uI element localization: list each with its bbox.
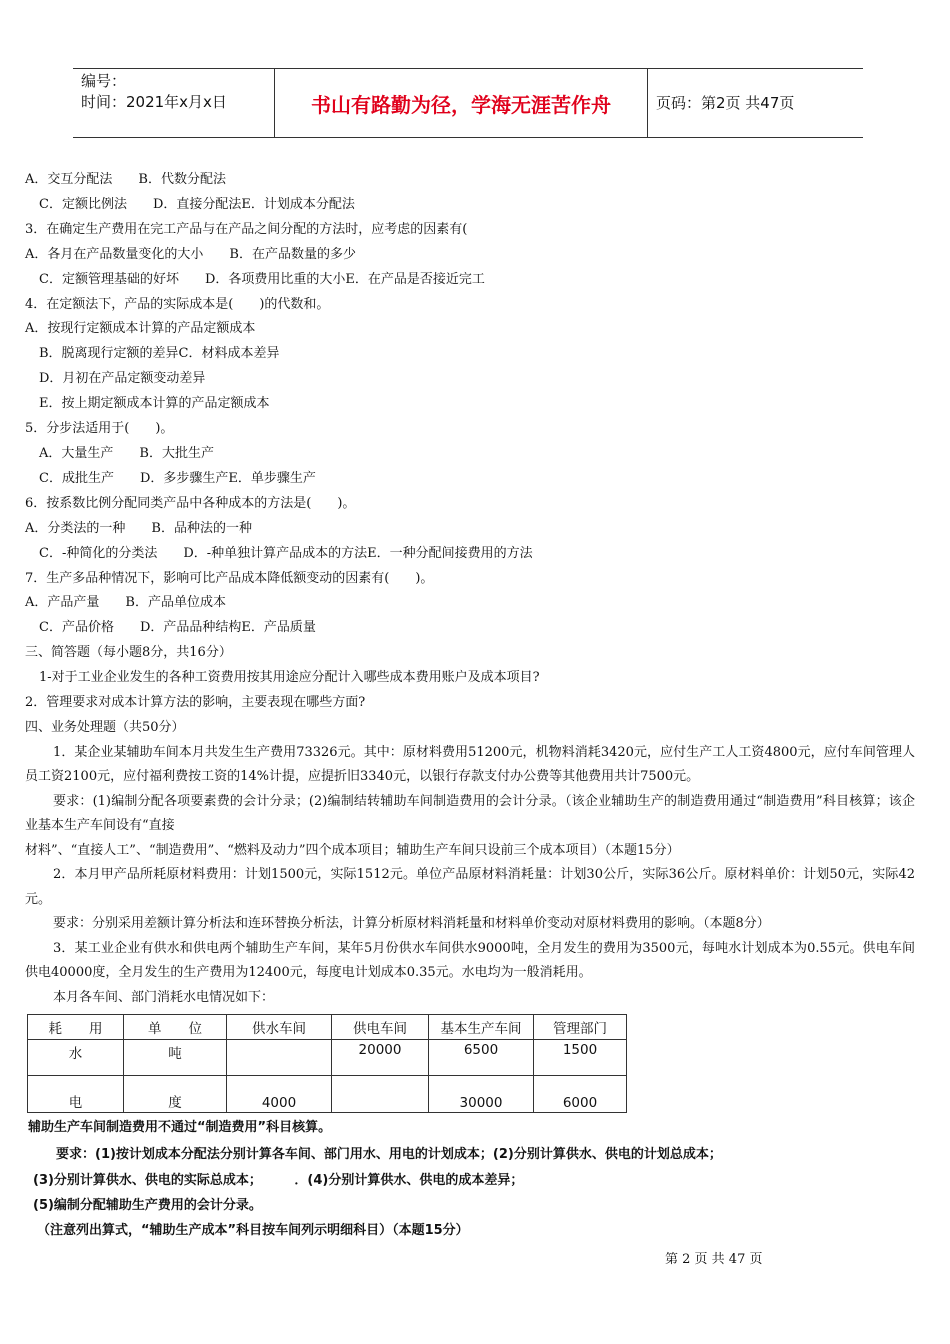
table-cell xyxy=(332,1076,429,1113)
paragraph: 要求：(1)编制分配各项要素费的会计分录；(2)编制结转辅助车间制造费用的会计分录。（该企业辅助生产的制造费用通过“制造费用”科目核算；该企业基本生产车间设有“直接 xyxy=(25,793,915,834)
section-heading: 四、业务处理题（共50分） xyxy=(25,719,185,735)
header-divider xyxy=(647,69,648,137)
paragraph: 本月各车间、部门消耗水电情况如下： xyxy=(53,989,275,1005)
text-line: A．各月在产品数量变化的大小 B．在产品数量的多少 xyxy=(25,246,356,262)
text-line: B．脱离现行定额的差异C．材料成本差异 xyxy=(39,346,280,362)
column-header: 基本生产车间 xyxy=(429,1015,534,1040)
page-footer: 第 2 页 共 47 页 xyxy=(665,1252,763,1267)
text-line: C．定额比例法 D．直接分配法E．计划成本分配法 xyxy=(39,196,355,212)
text-line: 4．在定额法下，产品的实际成本是( )的代数和。 xyxy=(25,296,330,312)
text-line: A．大量生产 B．大批生产 xyxy=(39,445,214,461)
text-line: C．成批生产 D．多步骤生产E．单步骤生产 xyxy=(39,470,316,486)
table-cell: 20000 xyxy=(332,1040,429,1076)
table-cell: 水 xyxy=(28,1040,124,1076)
text-line: A．交互分配法 B．代数分配法 xyxy=(25,172,226,187)
text-line: 1-对于工业企业发生的各种工资费用按其用途应分配计入哪些成本费用账户及成本项目? xyxy=(39,670,540,686)
table-cell: 度 xyxy=(124,1076,227,1113)
time-label: 时间：2021年x月x日 xyxy=(81,93,227,111)
column-header: 管理部门 xyxy=(534,1015,627,1040)
header-motto: 书山有路勤为径，学海无涯苦作舟 xyxy=(311,92,611,117)
page-indicator: 页码：第2页 共47页 xyxy=(656,94,795,112)
column-header: 单 位 xyxy=(124,1015,227,1040)
text-line: A．按现行定额成本计算的产品定额成本 xyxy=(25,321,256,337)
bold-requirement: (3)分别计算供水、供电的实际总成本； ．(4)分别计算供水、供电的成本差异； xyxy=(33,1173,524,1188)
text-line: 5．分步法适用于( )。 xyxy=(25,421,174,437)
table-cell: 电 xyxy=(28,1076,124,1113)
table-cell: 4000 xyxy=(227,1076,332,1113)
text-line: E．按上期定额成本计算的产品定额成本 xyxy=(39,396,270,412)
bold-requirement: (5)编制分配辅助生产费用的会计分录。 xyxy=(33,1198,262,1213)
text-line: 3．在确定生产费用在完工产品与在产品之间分配的方法时，应考虑的因素有( xyxy=(25,221,468,237)
table-cell: 6000 xyxy=(534,1076,627,1113)
column-header: 供电车间 xyxy=(332,1015,429,1040)
bold-requirement: （注意列出算式，“辅助生产成本”科目按车间列示明细科目）（本题15分） xyxy=(37,1223,469,1238)
paragraph: 3．某工业企业有供水和供电两个辅助生产车间，某年5月份供水车间供水9000吨，全月发生的费用为3500元，每吨水计划成本为0.55元。供电车间供电40000度，全月发生的生产费用为12400元，每度电计划成本0.35元。水电均为一般消耗用。 xyxy=(25,940,915,981)
table-cell: 30000 xyxy=(429,1076,534,1113)
section-heading: 三、简答题（每小题8分，共16分） xyxy=(25,645,232,661)
bold-note: 辅助生产车间制造费用不通过“制造费用”科目核算。 xyxy=(28,1120,332,1135)
paragraph: 2．本月甲产品所耗原材料费用：计划1500元，实际1512元。单位产品原材料消耗量：计划30公斤，实际36公斤。原材料单价：计划50元，实际42元。 xyxy=(25,867,915,907)
paragraph: 要求：分别采用差额计算分析法和连环替换分析法，计算分析原材料消耗量和材料单价变动对原材料费用的影响。（本题8分） xyxy=(53,916,770,932)
bold-requirement: 要求：(1)按计划成本分配法分别计算各车间、部门用水、用电的计划成本；(2)分别计算供水、供电的计划总成本； xyxy=(56,1147,722,1162)
table-header-row xyxy=(28,1015,627,1040)
text-line: 2．管理要求对成本计算方法的影响，主要表现在哪些方面? xyxy=(25,695,366,711)
text-line: A．分类法的一种 B．品种法的一种 xyxy=(25,520,252,536)
text-line: A．产品产量 B．产品单位成本 xyxy=(25,595,226,611)
table-cell: 6500 xyxy=(429,1040,534,1076)
paragraph: 材料”、“直接人工”、“制造费用”、“燃料及动力”四个成本项目；辅助生产车间只设前三个成本项目）（本题15分） xyxy=(25,842,680,858)
text-line: 6．按系数比例分配同类产品中各种成本的方法是( )。 xyxy=(25,495,356,511)
table-cell: 吨 xyxy=(124,1040,227,1076)
table-row xyxy=(28,1076,627,1113)
usage-table xyxy=(27,1014,627,1113)
text-line: C．定额管理基础的好坏 D．各项费用比重的大小E．在产品是否接近完工 xyxy=(39,271,485,287)
text-line: D．月初在产品定额变动差异 xyxy=(39,371,206,387)
column-header: 耗 用 xyxy=(28,1015,124,1040)
text-line: C．产品价格 D．产品品种结构E．产品质量 xyxy=(39,620,316,636)
table-cell: 1500 xyxy=(534,1040,627,1076)
text-line: 7．生产多品种情况下，影响可比产品成本降低额变动的因素有( )。 xyxy=(25,570,434,586)
table-row xyxy=(28,1040,627,1076)
paragraph: 1．某企业某辅助车间本月共发生生产费用73326元。其中：原材料费用51200元，机物料消耗3420元，应付生产工人工资4800元，应付车间管理人员工资2100元，应付福利费按工资的14%计提，应提折旧3340元，以银行存款支付办公费等其他费用共计7500元。 xyxy=(25,744,915,785)
column-header: 供水车间 xyxy=(227,1015,332,1040)
document-body xyxy=(25,168,915,1010)
text-line: C．-种简化的分类法 D．-种单独计算产品成本的方法E．一种分配间接费用的方法 xyxy=(39,545,533,561)
header-meta xyxy=(81,71,271,113)
number-label: 编号： xyxy=(81,72,127,90)
page-header xyxy=(73,68,863,138)
table-cell xyxy=(227,1040,332,1076)
